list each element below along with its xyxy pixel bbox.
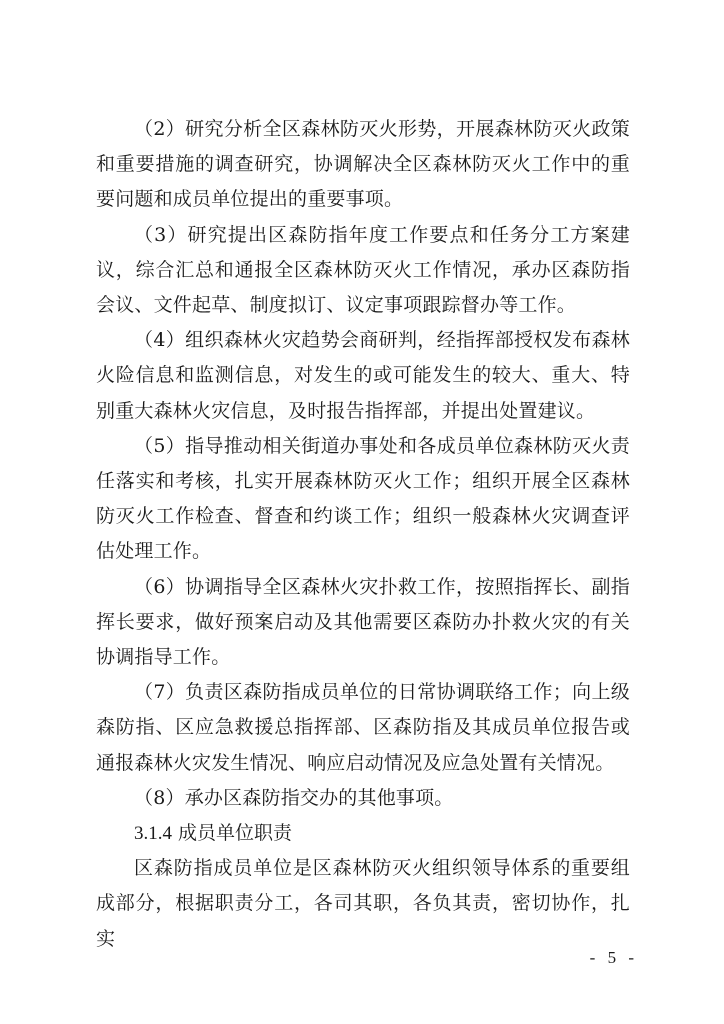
paragraph-duty-5: （5）指导推动相关街道办事处和各成员单位森林防灭火责任落实和考核，扎实开展森林防灭火工作；组织开展全区森林防灭火工作检查、督查和约谈工作；组织一般森林火灾调查评估处理工作。 xyxy=(96,434,630,563)
paragraph-duty-2: （2）研究分析全区森林防灭火形势，开展森林防灭火政策和重要措施的调查研究，协调解决全区森林防灭火工作中的重要问题和成员单位提出的重要事项。 xyxy=(96,118,630,211)
paragraph-duty-8: （8）承办区森防指交办的其他事项。 xyxy=(134,786,454,809)
paragraph-member-units: 区森防指成员单位是区森林防灭火组织领导体系的重要组成部分，根据职责分工，各司其职，各负其责，密切协作，扎实 xyxy=(96,857,630,950)
section-number: 3.1.4 xyxy=(134,823,172,845)
paragraph-duty-6: （6）协调指导全区森林火灾扑救工作，按照指挥长、副指挥长要求，做好预案启动及其他需要区森防办扑救火灾的有关协调指导工作。 xyxy=(96,575,630,669)
page-number: - 5 - xyxy=(589,948,638,967)
paragraph-duty-3: （3）研究提出区森防指年度工作要点和任务分工方案建议，综合汇总和通报全区森林防灭火工作情况，承办区森防指会议、文件起草、制度拟订、议定事项跟踪督办等工作。 xyxy=(96,223,630,317)
paragraph-duty-4: （4）组织森林火灾趋势会商研判，经指挥部授权发布森林火险信息和监测信息，对发生的或可能发生的较大、重大、特别重大森林火灾信息，及时报告指挥部，并提出处置建议。 xyxy=(96,329,630,422)
section-heading xyxy=(96,816,630,851)
paragraph-duty-7: （7）负责区森防指成员单位的日常协调联络工作；向上级森防指、区应急救援总指挥部、区森防指及其成员单位报告或通报森林火灾发生情况、响应启动情况及应急处置有关情况。 xyxy=(96,681,630,774)
document-body xyxy=(96,112,630,957)
section-title: 成员单位职责 xyxy=(178,822,293,845)
